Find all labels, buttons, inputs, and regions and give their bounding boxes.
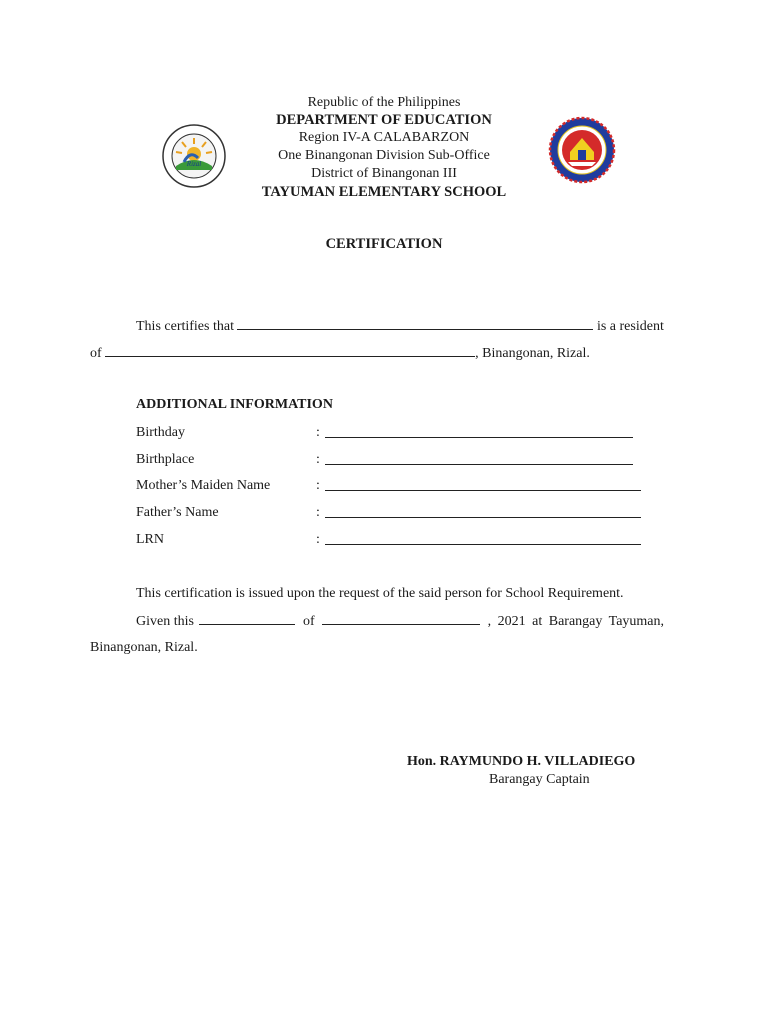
- info-label: Father’s Name: [136, 505, 219, 520]
- name-blank: [237, 317, 593, 330]
- given-of: of: [302, 614, 315, 629]
- info-blank: [325, 437, 633, 438]
- header-division: One Binangonan Division Sub-Office: [278, 148, 490, 163]
- header-republic: Republic of the Philippines: [307, 95, 461, 110]
- given-prefix: Given this: [136, 614, 194, 629]
- additional-info-heading: ADDITIONAL INFORMATION: [136, 397, 333, 412]
- info-row-fathers-name: [136, 504, 656, 522]
- of-prefix: of: [90, 346, 102, 361]
- info-label: Mother’s Maiden Name: [136, 478, 271, 493]
- info-blank: [325, 464, 633, 465]
- info-row-lrn: [136, 531, 656, 549]
- info-blank: [325, 517, 641, 518]
- info-colon: :: [316, 452, 320, 467]
- header-department: DEPARTMENT OF EDUCATION: [276, 112, 492, 128]
- info-blank: [325, 544, 641, 545]
- signatory-title: Barangay Captain: [489, 772, 590, 787]
- info-row-mothers-maiden-name: [136, 477, 656, 495]
- info-label: Birthplace: [136, 452, 195, 467]
- info-row-birthday: [136, 424, 656, 442]
- info-label: LRN: [136, 532, 164, 547]
- info-colon: :: [316, 478, 320, 493]
- given-line: [136, 612, 678, 631]
- header-school: TAYUMAN ELEMENTARY SCHOOL: [261, 184, 507, 200]
- address-blank: [105, 344, 475, 357]
- certify-line-2: [90, 344, 590, 363]
- info-row-birthplace: [136, 451, 656, 469]
- info-colon: :: [316, 532, 320, 547]
- address-suffix: , Binangonan, Rizal.: [475, 346, 590, 361]
- given-suffix: , 2021 at Barangay Tayuman,: [487, 614, 665, 629]
- given-place: Binangonan, Rizal.: [90, 640, 198, 655]
- certify-prefix: This certifies that: [136, 319, 234, 334]
- seal-rizal-text: Rizal: [186, 160, 202, 168]
- document-title: CERTIFICATION: [325, 236, 443, 252]
- info-colon: :: [316, 505, 320, 520]
- header-region: Region IV-A CALABARZON: [298, 130, 470, 145]
- request-statement: This certification is issued upon the request of the said person for School Requirement.: [136, 586, 624, 601]
- resident-suffix: is a resident: [596, 319, 664, 334]
- signatory-name: Hon. RAYMUNDO H. VILLADIEGO: [407, 754, 636, 769]
- info-blank: [325, 490, 641, 491]
- info-colon: :: [316, 425, 320, 440]
- day-blank: [199, 612, 295, 625]
- info-label: Birthday: [136, 425, 185, 440]
- month-blank: [322, 612, 480, 625]
- header-district: District of Binangonan III: [311, 166, 457, 181]
- certify-line-1: [136, 317, 664, 336]
